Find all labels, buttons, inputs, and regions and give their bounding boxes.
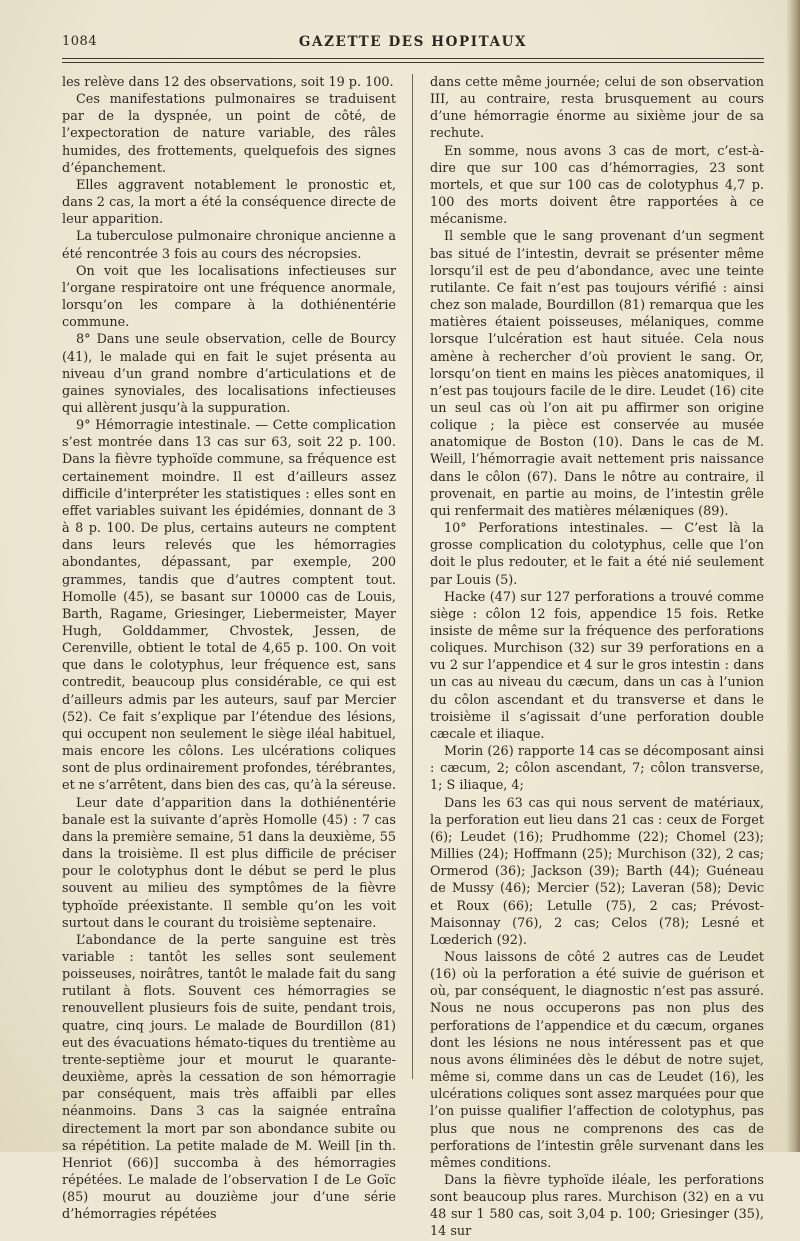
left-column <box>62 74 397 1223</box>
paragraph: L’abondance de la perte sanguine est très variable : tantôt les selles sont seulement poisseuses, noirâtres, tantôt le malade fait du sang rutilant à flots. Souvent ces hémorragies se renouvellent plusieurs fois de suite, pendant trois, quatre, cinq jours. Le malade de Bourdillon (81) eut des évacuations hémato-tiques du trentième au trente-septième jour et mourut le quarante-deuxième, après la cessation de son hémorragie par conséquent, mais très affaibli par elles néanmoins. Dans 3 cas la saignée entraîna directement la mort par son abondance subite ou sa répétition. La petite malade de M. Weill [in th. Henriot (66)] succomba à des hémorragies répétées. Le malade de l’observation I de Le Goïc (85) mourut au douzième jour d’une série d’hémorragies répétées <box>62 932 396 1223</box>
paragraph: Ces manifestations pulmonaires se traduisent par de la dyspnée, un point de côté, de l’expectoration de nature variable, des râles humides, des frottements, quelquefois des signes d’épanchement. <box>62 92 396 176</box>
page-number: 1084 <box>62 34 98 49</box>
paragraph: Elles aggravent notablement le pronostic et, dans 2 cas, la mort a été la conséquence directe de leur apparition. <box>62 177 396 228</box>
header-rule-thin <box>62 62 764 63</box>
paragraph: On voit que les localisations infectieuses sur l’organe respiratoire ont une fréquence anormale, lorsqu’on les compare à la dothiénentérie commune. <box>62 263 396 331</box>
header-rule-thick <box>62 58 764 59</box>
paragraph: les relève dans 12 des observations, soit 19 p. 100. <box>62 75 394 90</box>
right-column <box>430 74 764 1240</box>
paragraph: Nous laissons de côté 2 autres cas de Leudet (16) où la perforation a été suivie de guérison et où, par conséquent, le diagnostic n’est pas assuré. Nous ne nous occuperons pas non plus des perforations de l’appendice et du cæcum, organes dont les lésions ne nous intéressent pas et que nous avons éliminées dès le début de notre sujet, même si, comme dans un cas de Leudet (16), les ulcérations coliques sont assez marquées pour que l’on puisse qualifier l’affection de colotyphus, pas plus que nous ne comprenons des cas de perforations de l’intestin grêle survenant dans les mêmes conditions. <box>430 949 764 1171</box>
journal-title: GAZETTE DES HOPITAUX <box>298 34 528 50</box>
paragraph: Dans la fièvre typhoïde iléale, les perforations sont beaucoup plus rares. Murchison (32) en a vu 48 sur 1 580 cas, soit 3,04 p. 100; Griesinger (35), 14 sur <box>430 1173 764 1240</box>
paragraph: Morin (26) rapporte 14 cas se décomposant ainsi : cæcum, 2; côlon ascendant, 7; côlon transverse, 1; S iliaque, 4; <box>430 744 764 794</box>
paragraph: Leur date d’apparition dans la dothiénentérie banale est la suivante d’après Homolle (45) : 7 cas dans la première semaine, 51 dans la deuxième, 55 dans la troisième. Il est plus difficile de préciser pour le colotyphus dont le début se perd le plus souvent au milieu des symptômes de la fièvre typhoïde préexistante. Il semble qu’on les voit surtout dans le courant du troisième septenaire. <box>62 795 396 931</box>
page-edge-shadow <box>786 0 800 1152</box>
paragraph: La tuberculose pulmonaire chronique ancienne a été rencontrée 3 fois au cours des nécropsies. <box>62 229 396 262</box>
paragraph: En somme, nous avons 3 cas de mort, c’est-à-dire que sur 100 cas d’hémorragies, 23 sont mortels, et que sur 100 cas de colotyphus 4,7 p. 100 des morts doivent être rapportées à ce mécanisme. <box>430 143 764 228</box>
paragraph: Dans les 63 cas qui nous servent de matériaux, la perforation eut lieu dans 21 cas : ceux de Forget (6); Leudet (16); Prudhomme (22); Chomel (23); Millies (24); Hoffmann (25); Murchison (32), 2 cas; Ormerod (36); Jackson (39); Barth (44); Guéneau de Mussy (46); Mercier (52); Laveran (58); Devic et Roux (66); Letulle (75), 2 cas; Prévost-Maisonnay (76), 2 cas; Celos (78); Lesné et Lœderich (92). <box>430 795 764 948</box>
paragraph: 9° Hémorragie intestinale. — Cette complication s’est montrée dans 13 cas sur 63, soit 22 p. 100. Dans la fièvre typhoïde commune, sa fréquence est certainement moindre. Il est d’ailleurs assez difficile d’interpréter les statistiques : elles sont en effet variables suivant les épidémies, donnant de 3 à 8 p. 100. De plus, certains auteurs ne comptent dans leurs relevés que les hémorragies abondantes, dépassant, par exemple, 200 grammes, tandis que d’autres comptent tout. Homolle (45), se basant sur 10000 cas de Louis, Barth, Ragame, Griesinger, Liebermeister, Mayer Hugh, Golddammer, Chvostek, Jessen, de Cerenville, obtient le total de 4,65 p. 100. On voit que dans le colotyphus, leur fréquence est, sans contredit, beaucoup plus considérable, ce qui est d’ailleurs admis par les auteurs, sauf par Mercier (52). Ce fait s’explique par l’étendue des lésions, qui occupent non seulement le siège iléal habituel, mais encore les côlons. Les ulcérations coliques sont de plus ordinairement profondes, térébrantes, et ne s’arrêtent, dans bien des cas, qu’à la séreuse. <box>62 418 397 794</box>
running-header <box>62 34 764 58</box>
column-divider <box>412 74 413 1079</box>
paragraph: 8° Dans une seule observation, celle de Bourcy (41), le malade qui en fait le sujet présenta au niveau d’un grand nombre d’articulations et de gaines synoviales, des localisations infectieuses qui allèrent jusqu’à la suppuration. <box>62 332 396 416</box>
paragraph: Hacke (47) sur 127 perforations a trouvé comme siège : côlon 12 fois, appendice 15 fois. Retke insiste de même sur la fréquence des perforations coliques. Murchison (32) sur 39 perforations en a vu 2 sur l’appendice et 4 sur le gros intestin : dans un cas au niveau du cæcum, dans un cas à l’union du côlon ascendant et du transverse et dans le troisième il s’agissait d’une perforation double cæcale et iliaque. <box>430 589 764 742</box>
paragraph: Il semble que le sang provenant d’un segment bas situé de l’intestin, devrait se présenter même lorsqu’il est de peu d’abondance, avec une teinte rutilante. Ce fait n’est pas toujours vérifié : ainsi chez son malade, Bourdillon (81) remarqua que les matières étaient poisseuses, mélaniques, comme lorsque l’ulcération est haut située. Cela nous amène à rechercher d’où provient le sang. Or, lorsqu’on tient en mains les pièces anatomiques, il n’est pas toujours facile de le dire. Leudet (16) cite un seul cas où l’on ait pu affirmer son origine colique ; la pièce est conservée au musée anatomique de Boston (10). Dans le cas de M. Weill, l’hémorragie avait nettement pris naissance dans le côlon (67). Dans le nôtre au contraire, il provenait, en partie au moins, de l’intestin grêle qui renfermait des matières mélæniques (89). <box>430 229 764 519</box>
paragraph: 10° Perforations intestinales. — C’est là la grosse complication du colotyphus, celle que l’on doit le plus redouter, et le fait a été nié seulement par Louis (5). <box>430 521 764 588</box>
paragraph: dans cette même journée; celui de son observation III, au contraire, resta brusquement au cours d’une hémorragie énorme au sixième jour de sa rechute. <box>430 75 764 142</box>
